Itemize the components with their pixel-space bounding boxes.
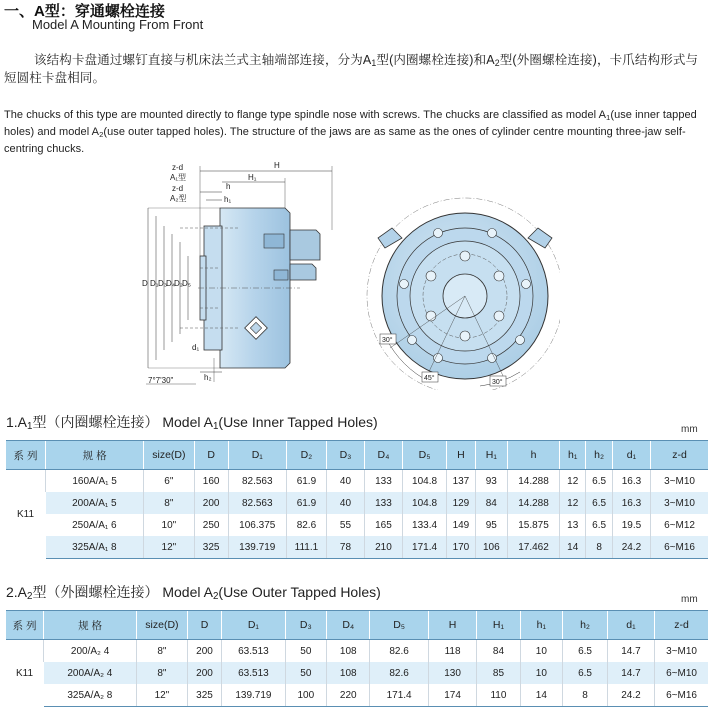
table-cell: 104.8 [402,492,446,514]
table-row [6,470,708,493]
table-cell: 130 [428,662,477,684]
label-deg30b: 30° [492,379,503,386]
table-cell: 50 [285,662,327,684]
table-cell: 200 [187,662,222,684]
section-title-en: Model A Mounting From Front [32,17,204,32]
table-cell: 165 [364,514,402,536]
label-D5: D₅ [182,279,191,288]
table-cell: 82.6 [370,662,428,684]
label-a1: A₁型 [170,173,187,182]
table-cell: 14.288 [507,470,559,493]
table-cell: 12 [560,492,586,514]
table-cell: 171.4 [402,536,446,559]
table-cell: 63.513 [222,640,285,663]
table-cell: 14.7 [607,640,654,663]
table-row [6,514,708,536]
table-cell: 10" [144,514,194,536]
label-D1: D₁ [150,279,159,288]
label-deg30a: 30° [382,337,393,344]
table-row [6,684,708,707]
table-cell: 6~M16 [651,536,708,559]
table-cell: 24.2 [612,536,650,559]
table-cell: 78 [327,536,365,559]
table-cell: 8" [144,492,194,514]
label-h: h [226,182,231,191]
table-cell: 200 [187,640,222,663]
column-header: h₁ [560,441,586,470]
table-cell: 95 [475,514,507,536]
table-cell: 82.6 [370,640,428,663]
table-cell: 6.5 [563,662,608,684]
table-cell: 10 [520,640,563,663]
label-deg45: 45° [424,375,435,382]
table-row [6,662,708,684]
column-header: h₂ [563,611,608,640]
table-cell: 325A/A₂ 8 [44,684,137,707]
table-cell: 6.5 [586,514,612,536]
table-cell: 250 [194,514,228,536]
table1-unit: mm [681,424,698,435]
table-cell: 6" [144,470,194,493]
table-row [6,640,708,663]
table-cell: 84 [475,492,507,514]
label-angle: 7°7'30" [148,376,174,385]
table-cell: 14 [560,536,586,559]
spec-table-a1 [6,440,708,559]
table-cell: 14.288 [507,492,559,514]
label-h2: h₂ [204,373,212,382]
column-header: D₂ [286,441,326,470]
table-cell: 15.875 [507,514,559,536]
column-header: size(D) [144,441,194,470]
table-cell: 106 [475,536,507,559]
table-cell: 137 [447,470,476,493]
column-header: h [507,441,559,470]
table-cell: 12" [137,684,188,707]
column-header: d₁ [607,611,654,640]
label-zd1: z-d [172,163,184,172]
series-cell: K11 [6,640,44,707]
column-header: z-d [655,611,708,640]
table-cell: 24.2 [607,684,654,707]
column-header: h₂ [586,441,612,470]
table-cell: 160A/A₁ 5 [46,470,144,493]
column-header: D [187,611,222,640]
table-cell: 84 [477,640,520,663]
table-cell: 6.5 [586,470,612,493]
column-header: 规 格 [44,611,137,640]
table-cell: 40 [327,492,365,514]
table-cell: 129 [447,492,476,514]
label-H1: H₁ [248,173,257,182]
intro-paragraph-en: The chucks of this type are mounted directly to flange type spindle nose with screws. The chucks are classified as model $A_1(use$ inner tapped holes) and model $A_2(use$ outer tapped holes). The structure of the jaws are as same as the ones of cylinder centre mounting three-jaw self-centring chucks. [4,109,697,155]
table-cell: 16.3 [612,492,650,514]
column-header: D₄ [327,611,370,640]
label-h1: h₁ [224,195,232,204]
table-cell: 139.719 [222,684,285,707]
column-header: H [428,611,477,640]
label-D2: D₂ [174,279,183,288]
table2-title: $2.A_2$型（外圈螺栓连接） Model $A_2(Use$ Outer Tapped Holes) [6,584,381,602]
table-cell: 108 [327,662,370,684]
table-row [6,492,708,514]
chuck-technical-drawing [140,158,560,390]
table-cell: 210 [364,536,402,559]
table-cell: 100 [285,684,327,707]
table2-unit: mm [681,594,698,605]
column-header: D₃ [327,441,365,470]
table-cell: 106.375 [228,514,286,536]
column-header: d₁ [612,441,650,470]
column-header: 规 格 [46,441,144,470]
table-cell: 220 [327,684,370,707]
column-header: D₁ [228,441,286,470]
column-header: H₁ [477,611,520,640]
table-cell: 325 [187,684,222,707]
column-header: size(D) [137,611,188,640]
section-title-cn: 一、A型：穿通螺栓连接 [4,3,165,20]
table-cell: 12" [144,536,194,559]
label-D3: D₃ [158,279,168,288]
column-header: z-d [651,441,708,470]
table-cell: 200/A₂ 4 [44,640,137,663]
table-cell: 3~M10 [651,492,708,514]
table-cell: 55 [327,514,365,536]
table-cell: 82.563 [228,470,286,493]
table-cell: 8 [586,536,612,559]
column-header: H₁ [475,441,507,470]
table-cell: 50 [285,640,327,663]
table-cell: 85 [477,662,520,684]
table-cell: 133.4 [402,514,446,536]
column-header: D₄ [364,441,402,470]
table-cell: 200A/A₂ 4 [44,662,137,684]
table-cell: 133 [364,470,402,493]
table-cell: 6.5 [563,640,608,663]
table-cell: 16.3 [612,470,650,493]
table-cell: 8" [137,640,188,663]
table-cell: 325 [194,536,228,559]
table-cell: 19.5 [612,514,650,536]
table-cell: 61.9 [286,492,326,514]
table-cell: 200 [194,492,228,514]
column-header: D₅ [402,441,446,470]
table-cell: 250A/A₁ 6 [46,514,144,536]
label-zd2: z-d [172,184,184,193]
table-cell: 118 [428,640,477,663]
table-cell: 6~M10 [655,662,708,684]
table-cell: 104.8 [402,470,446,493]
column-header: 系 列 [6,441,46,470]
table-cell: 108 [327,640,370,663]
series-cell: K11 [6,470,46,559]
table-cell: 8 [563,684,608,707]
table-cell: 6~M12 [651,514,708,536]
table-cell: 14.7 [607,662,654,684]
table-cell: 93 [475,470,507,493]
table-cell: 63.513 [222,662,285,684]
table-cell: 61.9 [286,470,326,493]
label-H: H [274,161,280,170]
table-cell: 82.563 [228,492,286,514]
table-cell: 149 [447,514,476,536]
table-cell: 325A/A₁ 8 [46,536,144,559]
table-cell: 160 [194,470,228,493]
table1-title: $1.A_1$型（内圈螺栓连接） Model $A_1(Use$ Inner Tapped Holes) [6,414,378,432]
label-D: D [142,279,148,288]
table-cell: 139.719 [228,536,286,559]
column-header: D [194,441,228,470]
table-cell: 40 [327,470,365,493]
intro-paragraph-cn: 该结构卡盘通过螺钉直接与机床法兰式主轴端部连接，分为$A_1$型(内圈螺栓连接)和$A_2$型(外圈螺栓连接)，卡爪结构形式与短圆柱卡盘相同。 [4,53,699,85]
spec-table-a2 [6,610,708,707]
label-a2: A₂型 [170,194,187,203]
front-view [367,198,560,390]
table-cell: 6~M16 [655,684,708,707]
column-header: D₁ [222,611,285,640]
table-cell: 200A/A₁ 5 [46,492,144,514]
table-row [6,536,708,559]
table-cell: 111.1 [286,536,326,559]
table-cell: 10 [520,662,563,684]
table-cell: 17.462 [507,536,559,559]
table-cell: 171.4 [370,684,428,707]
label-D4: D₄ [166,279,176,288]
column-header: D₅ [370,611,428,640]
table-cell: 174 [428,684,477,707]
table-cell: 12 [560,470,586,493]
table-cell: 8" [137,662,188,684]
column-header: 系 列 [6,611,44,640]
table-cell: 110 [477,684,520,707]
column-header: H [447,441,476,470]
column-header: D₃ [285,611,327,640]
table-cell: 13 [560,514,586,536]
table-cell: 170 [447,536,476,559]
label-d1: d₁ [192,343,200,352]
table-cell: 3~M10 [655,640,708,663]
table-cell: 3~M10 [651,470,708,493]
table-cell: 133 [364,492,402,514]
table-cell: 14 [520,684,563,707]
table-cell: 82.6 [286,514,326,536]
column-header: h₁ [520,611,563,640]
table-cell: 6.5 [586,492,612,514]
